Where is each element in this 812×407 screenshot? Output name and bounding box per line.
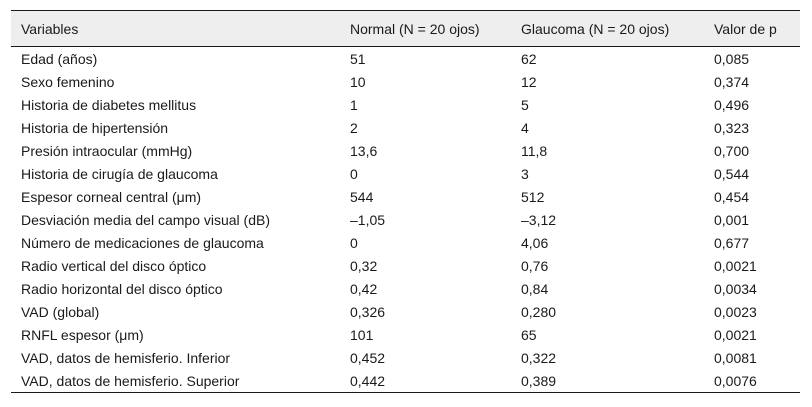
cell-p-value: 0,677 <box>714 234 750 251</box>
cell-glaucoma: 12 <box>521 73 537 90</box>
table-row <box>11 346 800 369</box>
cell-normal: –1,05 <box>350 211 386 228</box>
cell-p-value: 0,544 <box>714 165 750 182</box>
table-row <box>11 185 800 208</box>
header-variables: Variables <box>21 20 79 37</box>
cell-normal: 1 <box>350 96 358 113</box>
cell-variable: Espesor corneal central (μm) <box>21 188 202 205</box>
cell-glaucoma: 62 <box>521 50 537 67</box>
cell-glaucoma: 3 <box>521 165 529 182</box>
cell-glaucoma: 0,322 <box>521 349 557 366</box>
header-p-value: Valor de p <box>714 20 777 37</box>
cell-glaucoma: 11,8 <box>521 142 548 159</box>
cell-variable: VAD, datos de hemisferio. Superior <box>21 372 240 389</box>
cell-p-value: 0,0076 <box>714 372 757 389</box>
cell-variable: VAD, datos de hemisferio. Inferior <box>21 349 231 366</box>
header-normal: Normal (N = 20 ojos) <box>350 20 480 37</box>
cell-p-value: 0,0034 <box>714 280 757 297</box>
header-row <box>11 11 800 47</box>
cell-glaucoma: 0,280 <box>521 303 557 320</box>
table-row <box>11 300 800 323</box>
cell-glaucoma: –3,12 <box>521 211 557 228</box>
cell-variable: Número de medicaciones de glaucoma <box>21 234 264 251</box>
cell-variable: Historia de diabetes mellitus <box>21 96 197 113</box>
cell-glaucoma: 5 <box>521 96 529 113</box>
cell-normal: 101 <box>350 326 374 343</box>
cell-variable: Presión intraocular (mmHg) <box>21 142 193 159</box>
table-row <box>11 323 800 346</box>
cell-normal: 0 <box>350 165 358 182</box>
cell-variable: Edad (años) <box>21 50 98 67</box>
table-row <box>11 254 800 277</box>
cell-variable: Historia de cirugía de glaucoma <box>21 165 218 182</box>
cell-glaucoma: 4,06 <box>521 234 549 251</box>
cell-variable: Radio vertical del disco óptico <box>21 257 207 274</box>
cell-normal: 10 <box>350 73 366 90</box>
table-row <box>11 277 800 300</box>
cell-variable: Sexo femenino <box>21 73 115 90</box>
table-header <box>11 11 800 47</box>
cell-p-value: 0,700 <box>714 142 750 159</box>
cell-normal: 13,6 <box>350 142 378 159</box>
data-table-container <box>11 10 800 393</box>
cell-p-value: 0,496 <box>714 96 750 113</box>
cell-normal: 0,442 <box>350 372 386 389</box>
cell-p-value: 0,085 <box>714 50 750 67</box>
cell-normal: 2 <box>350 119 358 136</box>
cell-normal: 0,452 <box>350 349 386 366</box>
cell-p-value: 0,0021 <box>714 326 757 343</box>
cell-glaucoma: 512 <box>521 188 545 205</box>
cell-variable: Radio horizontal del disco óptico <box>21 280 223 297</box>
table-row <box>11 208 800 231</box>
table-row <box>11 139 800 162</box>
table-body <box>11 47 800 393</box>
cell-variable: VAD (global) <box>21 303 100 320</box>
cell-p-value: 0,454 <box>714 188 750 205</box>
cell-p-value: 0,0081 <box>714 349 757 366</box>
data-table <box>11 10 800 393</box>
cell-normal: 0,42 <box>350 280 378 297</box>
table-row <box>11 70 800 93</box>
cell-normal: 51 <box>350 50 366 67</box>
cell-glaucoma: 65 <box>521 326 537 343</box>
table-row <box>11 47 800 71</box>
cell-normal: 0 <box>350 234 358 251</box>
table-row <box>11 369 800 393</box>
cell-normal: 0,326 <box>350 303 386 320</box>
cell-glaucoma: 0,76 <box>521 257 549 274</box>
cell-variable: RNFL espesor (μm) <box>21 326 144 343</box>
cell-p-value: 0,001 <box>714 211 750 228</box>
cell-p-value: 0,374 <box>714 73 750 90</box>
cell-variable: Historia de hipertensión <box>21 119 169 136</box>
table-row <box>11 162 800 185</box>
cell-p-value: 0,323 <box>714 119 750 136</box>
header-glaucoma: Glaucoma (N = 20 ojos) <box>521 20 670 37</box>
table-row <box>11 116 800 139</box>
cell-p-value: 0,0023 <box>714 303 757 320</box>
cell-glaucoma: 0,84 <box>521 280 549 297</box>
cell-normal: 0,32 <box>350 257 378 274</box>
cell-normal: 544 <box>350 188 374 205</box>
table-row <box>11 231 800 254</box>
table-row <box>11 93 800 116</box>
cell-glaucoma: 4 <box>521 119 529 136</box>
cell-p-value: 0,0021 <box>714 257 757 274</box>
cell-variable: Desviación media del campo visual (dB) <box>21 211 270 228</box>
cell-glaucoma: 0,389 <box>521 372 557 389</box>
